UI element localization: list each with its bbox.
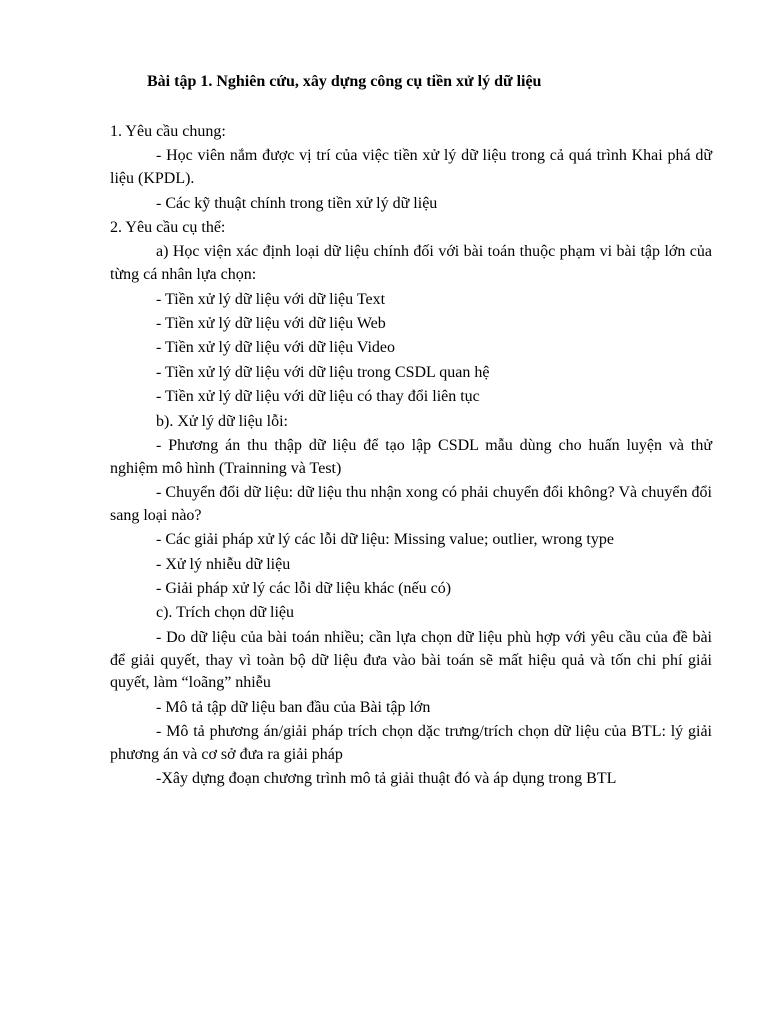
paragraph: - Giải pháp xử lý các lỗi dữ liệu khác (nếu có)	[156, 580, 452, 598]
document-title: Bài tập 1. Nghiên cứu, xây dựng công cụ tiền xử lý dữ liệu	[147, 73, 542, 90]
document-body	[110, 121, 712, 793]
paragraph: - Tiền xử lý dữ liệu với dữ liệu trong CSDL quan hệ	[156, 363, 490, 381]
section-heading: 1. Yêu cầu chung:	[110, 123, 226, 140]
paragraph: - Các kỹ thuật chính trong tiền xử lý dữ liệu	[156, 194, 438, 212]
paragraph: - Mô tả tập dữ liệu ban đầu của Bài tập lớn	[156, 698, 431, 716]
section-heading: 2. Yêu cầu cụ thể:	[110, 218, 226, 236]
paragraph: -Xây dựng đoạn chương trình mô tả giải thuật đó và áp dụng trong BTL	[156, 770, 617, 788]
paragraph: - Tiền xử lý dữ liệu với dữ liệu có thay đổi liên tục	[156, 388, 480, 406]
paragraph: b). Xử lý dữ liệu lỗi:	[156, 412, 288, 430]
paragraph: - Tiền xử lý dữ liệu với dữ liệu Video	[156, 339, 395, 357]
paragraph: - Tiền xử lý dữ liệu với dữ liệu Web	[156, 314, 386, 332]
paragraph: c). Trích chọn dữ liệu	[156, 604, 294, 622]
paragraph: - Xử lý nhiễu dữ liệu	[156, 555, 291, 573]
paragraph: - Tiền xử lý dữ liệu với dữ liệu Text	[156, 290, 386, 308]
paragraph: - Phương án thu thập dữ liệu để tạo lập CSDL mẫu dùng cho huấn luyện và thử nghiệm mô hình (Trainning và Test)	[110, 436, 712, 477]
paragraph: a) Học viện xác định loại dữ liệu chính đối với bài toán thuộc phạm vi bài tập lớn của từng cá nhân lựa chọn:	[110, 243, 712, 284]
paragraph: - Chuyển đổi dữ liệu: dữ liệu thu nhận xong có phải chuyển đổi không? Và chuyển đổi sang loại nào?	[110, 484, 712, 524]
paragraph: - Do dữ liệu của bài toán nhiều; cần lựa chọn dữ liệu phù hợp với yêu cầu của đề bài để giải quyết, thay vì toàn bộ dữ liệu đưa vào bài toán sẽ mất hiệu quả và tốn chi phí giải quyết, làm “loãng” nhiễu	[110, 628, 712, 692]
paragraph: - Học viên nắm được vị trí của việc tiền xử lý dữ liệu trong cả quá trình Khai phá dữ liệu (KPDL).	[110, 147, 712, 188]
paragraph: - Mô tả phương án/giải pháp trích chọn dặc trưng/trích chọn dữ liệu của BTL: lý giải phương án và cơ sở đưa ra giải pháp	[110, 723, 712, 763]
paragraph: - Các giải pháp xử lý các lỗi dữ liệu: Missing value; outlier, wrong type	[156, 531, 614, 549]
